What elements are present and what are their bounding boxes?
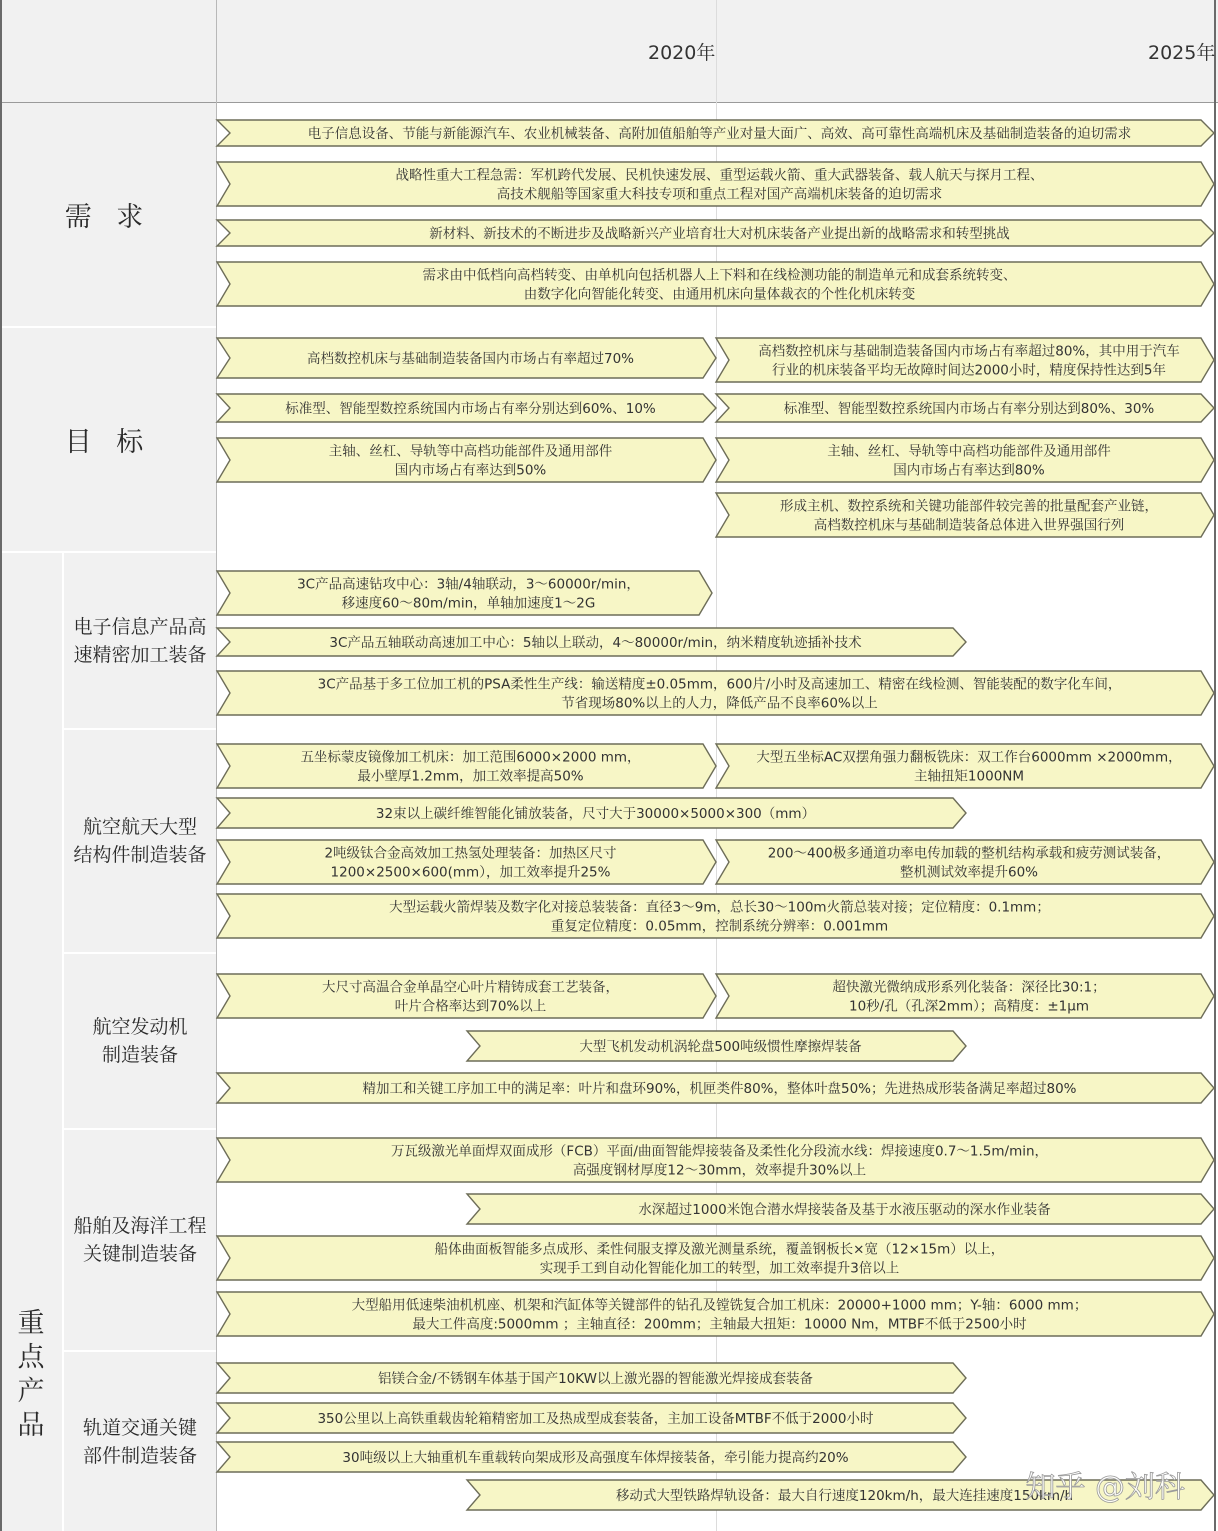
roadmap-bar (716, 744, 1214, 788)
year-2025-label: 2025年 (1148, 42, 1216, 64)
year-2020-label: 2020年 (648, 42, 716, 64)
bar-text: 主轴、丝杠、导轨等中高档功能部件及通用部件 (328, 443, 613, 460)
roadmap-bar (716, 493, 1214, 537)
bar-text: 国内市场占有率达到80% (893, 462, 1045, 479)
bar-text: 移速度60～80m/min，单轴加速度1～2G (341, 595, 596, 612)
bar-text: 350公里以上高铁重载齿轮箱精密加工及热成型成套装备，主加工设备MTBF不低于2000小时 (317, 1411, 874, 1427)
bar-text: 高档数控机床与基础制造装备国内市场占有率超过70% (306, 351, 635, 367)
roadmap-bar (217, 120, 1214, 146)
bar-text: 2吨级钛合金高效加工热氢处理装备：加热区尺寸 (324, 845, 617, 862)
bar-text: 行业的机床装备平均无故障时间达2000小时，精度保持性达到5年 (772, 362, 1166, 379)
group-label-rail: 轨道交通关键 部件制造装备 (82, 1416, 197, 1467)
roadmap-bar (716, 840, 1214, 884)
bar-text: 战略性重大工程急需：军机跨代发展、民机快速发展、重型运载火箭、重大武器装备、载人航天与探月工程、 (395, 167, 1044, 184)
roadmap-bar (467, 1031, 966, 1061)
bar-text: 高强度钢材厚度12～30mm，效率提升30%以上 (572, 1162, 867, 1179)
bar-text: 万瓦级激光单面焊双面成形（FCB）平面/曲面智能焊接装备及柔性化分段流水线：焊接速度0.7～1.5m/min， (390, 1143, 1049, 1160)
bar-text: 3C产品高速钻攻中心：3轴/4轴联动，3～60000r/min， (297, 576, 640, 593)
bar-text: 实现手工到自动化智能化加工的转型，加工效率提升3倍以上 (539, 1260, 900, 1277)
roadmap-bar (716, 338, 1214, 382)
group-label-aero-engine: 航空发动机 制造装备 (92, 1016, 188, 1066)
bar-text: 主轴、丝杠、导轨等中高档功能部件及通用部件 (827, 443, 1111, 460)
bar-text: 重复定位精度：0.05mm，控制系统分辨率：0.001mm (550, 918, 889, 935)
bar-text: 高档数控机床与基础制造装备国内市场占有率超过80%，其中用于汽车 (758, 343, 1180, 360)
roadmap-bar (217, 394, 716, 422)
bar-text: 大型五坐标AC双摆角强力翻板铣床：双工作台6000mm ×2000mm， (756, 749, 1182, 766)
roadmap-bar (217, 1236, 1214, 1280)
bar-text: 叶片合格率达到70%以上 (394, 998, 547, 1015)
bar-text: 大型船用低速柴油机机座、机架和汽缸体等关键部件的钻孔及镗铣复合加工机床：20000+1000 mm；Y-轴：6000 mm； (351, 1297, 1088, 1314)
roadmap-bar (217, 438, 716, 482)
roadmap-bar (217, 840, 716, 884)
bar-text: 精加工和关键工序加工中的满足率：叶片和盘环90%，机匣类件80%，整体叶盘50%；先进热成形装备满足率超过80% (362, 1081, 1077, 1097)
bar-text: 最小壁厚1.2mm，加工效率提高50% (357, 768, 584, 785)
roadmap-bar (217, 338, 716, 378)
bar-text: 需求由中低档向高档转变、由单机向包括机器人上下料和在线检测功能的制造单元和成套系统转变、 (422, 267, 1017, 284)
bar-text: 船体曲面板智能多点成形、柔性伺服支撑及激光测量系统，覆盖钢板长×宽（12×15m）以上， (434, 1241, 1005, 1258)
roadmap-bar (467, 1194, 1214, 1224)
bar-text: 主轴扭矩1000NM (913, 768, 1025, 785)
bar-text: 新材料、新技术的不断进步及战略新兴产业培育壮大对机床装备产业提出新的战略需求和转型挑战 (429, 226, 1010, 242)
bar-text: 大型运载火箭焊装及数字化对接总装装备：直径3～9m，总长30～100m火箭总装对接；定位精度：0.1mm； (389, 899, 1050, 916)
roadmap-bar (217, 220, 1214, 246)
group-label-shipbuilding: 船舶及海洋工程 关键制造装备 (73, 1215, 207, 1265)
bar-text: 移动式大型铁路焊轨设备：最大自行速度120km/h，最大连挂速度150km/h (615, 1488, 1074, 1504)
section-products-label: 重 点 产 品 (17, 1308, 45, 1441)
bar-text: 电子信息设备、节能与新能源汽车、农业机械装备、高附加值船舶等产业对量大面广、高效、高可靠性高端机床及基础制造装备的迫切需求 (307, 126, 1132, 142)
bar-text: 铝镁合金/不锈钢车体基于国产10KW以上激光器的智能激光焊接成套装备 (378, 1371, 813, 1387)
roadmap-bar (217, 1403, 966, 1433)
bar-text: 形成主机、数控系统和关键功能部件较完善的批量配套产业链， (780, 498, 1158, 515)
bar-text: 大尺寸高温合金单晶空心叶片精铸成套工艺装备， (322, 979, 619, 996)
roadmap-bar (217, 798, 966, 828)
watermark-text: 知乎 @刘科 (1025, 1470, 1185, 1505)
bar-text: 由数字化向智能化转变、由通用机床向量体裁衣的个性化机床转变 (523, 286, 916, 303)
roadmap-bar (716, 438, 1214, 482)
bar-text: 10秒/孔（孔深2mm）；高精度：±1μm (848, 998, 1090, 1015)
bar-text: 3C产品基于多工位加工机的PSA柔性生产线：输送精度±0.05mm，600片/小时及高速加工、精密在线检测、智能装配的数字化车间， (317, 676, 1122, 693)
roadmap-bar (716, 394, 1214, 422)
bar-text: 最大工件高度:5000mm ；主轴直径：200mm；主轴最大扭矩：10000 Nm，MTBF不低于2500小时 (412, 1316, 1027, 1333)
roadmap-bar (217, 262, 1214, 306)
bar-text: 大型飞机发动机涡轮盘500吨级惯性摩擦焊装备 (579, 1039, 862, 1055)
roadmap-bar (716, 974, 1214, 1018)
section-demand-label: 需 求 (64, 202, 152, 233)
bar-text: 标准型、智能型数控系统国内市场占有率分别达到80%、30% (783, 401, 1155, 417)
roadmap-bar (217, 1363, 966, 1393)
bar-text: 200～400极多通道功率电传加载的整机结构承载和疲劳测试装备， (767, 845, 1171, 862)
bar-text: 标准型、智能型数控系统国内市场占有率分别达到60%、10% (285, 401, 656, 417)
bar-text: 高档数控机床与基础制造装备总体进入世界强国行列 (813, 517, 1125, 534)
bar-text: 节省现场80%以上的人力，降低产品不良率60%以上 (561, 695, 878, 712)
roadmap-bar (217, 894, 1214, 938)
roadmap-bar (217, 1292, 1214, 1336)
roadmap-bar (217, 1138, 1214, 1182)
bar-text: 整机测试效率提升60% (899, 864, 1039, 881)
roadmap-bar (217, 1073, 1214, 1103)
roadmap-bar (217, 744, 716, 788)
bar-text: 超快激光微纳成形系列化装备：深径比30:1； (832, 979, 1106, 996)
bar-text: 高技术舰船等国家重大科技专项和重点工程对国产高端机床装备的迫切需求 (496, 186, 943, 203)
roadmap-bar (217, 571, 712, 615)
roadmap-bar (217, 1442, 966, 1472)
bar-text: 五坐标蒙皮镜像加工机床：加工范围6000×2000 mm， (300, 749, 641, 766)
group-label-aerospace: 航空航天大型 结构件制造装备 (73, 816, 207, 866)
bar-text: 3C产品五轴联动高速加工中心：5轴以上联动，4～80000r/min，纳米精度轨迹插补技术 (329, 635, 862, 651)
bar-text: 国内市场占有率达到50% (394, 462, 547, 479)
section-goal-label: 目 标 (64, 427, 152, 458)
bar-text: 1200×2500×600(mm），加工效率提升25% (330, 864, 611, 881)
group-label-electronics: 电子信息产品高 速精密加工装备 (73, 615, 207, 666)
roadmap-bar (217, 162, 1214, 206)
roadmap-bar (217, 671, 1214, 715)
roadmap-bar (217, 974, 716, 1018)
bar-text: 30吨级以上大轴重机车重载转向架成形及高强度车体焊接装备，牵引能力提高约20% (342, 1450, 849, 1466)
bar-text: 水深超过1000米饱合潜水焊接装备及基于水液压驱动的深水作业装备 (638, 1202, 1051, 1218)
roadmap-bar (217, 628, 966, 656)
bar-text: 32束以上碳纤维智能化铺放装备，尺寸大于30000×5000×300（mm） (375, 806, 816, 822)
